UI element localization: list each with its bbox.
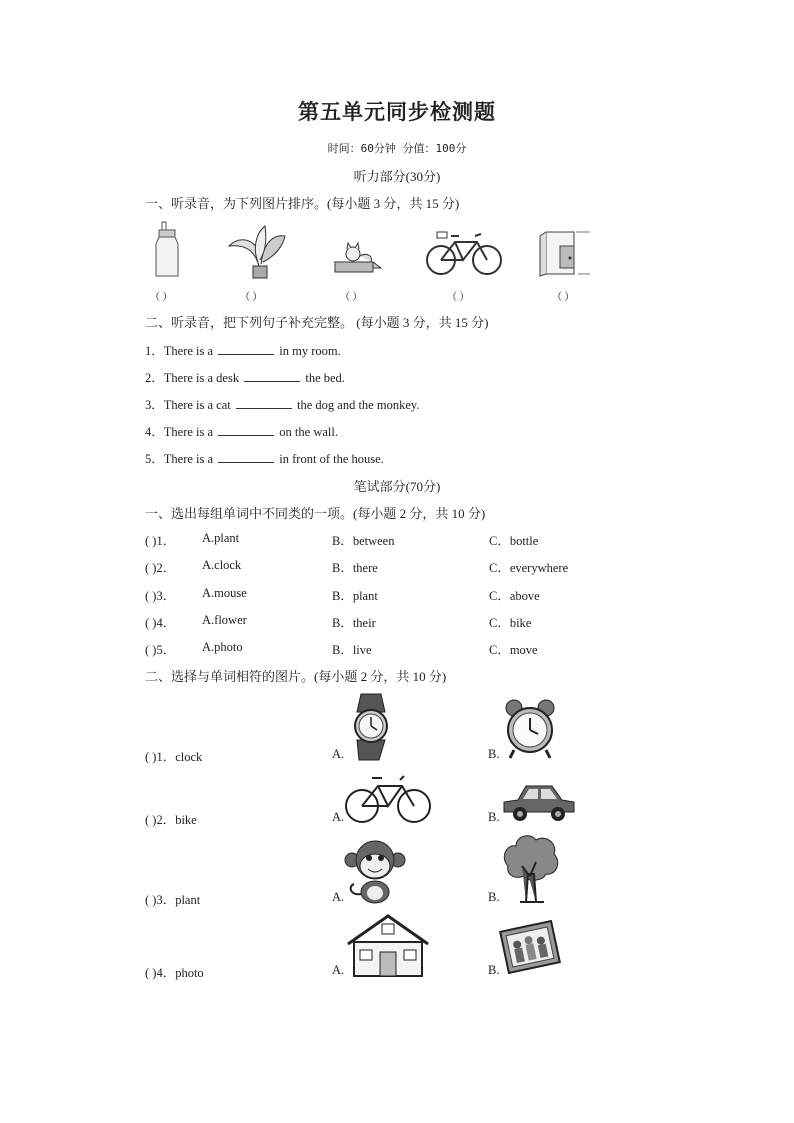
answer-blank[interactable] [218,343,274,355]
choice-row-2-a: A.clock [202,558,242,572]
fill-item-4 [145,422,338,440]
option-b-label: B. [488,890,500,904]
item-prefix: There is a [163,344,214,358]
choice-row-1-number[interactable]: ( )1． [145,534,176,548]
plant-icon [225,222,291,280]
picture-row-1[interactable]: ( )1．clock [145,750,203,764]
writing-section2-title: 二、选择与单词相符的图片。(每小题 2 分，共 10 分) [145,669,447,684]
fill-item-2 [145,368,345,386]
item-suffix: in front of the house. [279,452,384,466]
listening-section1-title: 一、听录音，为下列图片排序。(每小题 3 分，共 15 分) [145,196,460,211]
bike-icon [425,228,503,278]
item-suffix: the dog and the monkey. [297,398,420,412]
monkey-icon [344,838,406,906]
choice-row-4-c: C．bike [489,616,532,630]
option-a-label: A. [332,747,345,761]
answer-blank[interactable] [218,451,274,463]
order-paren-4[interactable]: （ ） [447,292,470,303]
choice-row-5-number[interactable]: ( )5． [145,643,176,657]
page-title: 第五单元同步检测题 [298,100,496,124]
bottle-icon [150,220,184,280]
bicycle-icon [344,772,432,824]
order-paren-2[interactable]: （ ） [240,292,263,303]
choice-row-4-b: B．their [332,616,376,630]
option-b-label: B. [488,747,500,761]
fill-item-3 [145,395,419,413]
option-a-label: A. [332,963,345,977]
answer-blank[interactable] [236,397,292,409]
fill-item-5 [145,449,384,467]
listening-section2-title: 二、听录音，把下列句子补充完整。 (每小题 3 分，共 15 分) [145,315,489,330]
choice-row-5-a: A.photo [202,640,243,654]
choice-row-3-c: C．above [489,589,540,603]
choice-row-1-a: A.plant [202,531,240,545]
writing-section1-title: 一、选出每组单词中不同类的一项。(每小题 2 分，共 10 分) [145,506,486,521]
writing-heading: 笔试部分(70分) [353,479,441,494]
item-suffix: in my room. [279,344,341,358]
watch-icon [345,692,393,762]
item-number: 2． [145,371,164,385]
cat-box-icon [333,238,383,276]
picture-row-2[interactable]: ( )2．bike [145,813,197,827]
order-paren-1[interactable]: （ ） [150,292,173,303]
choice-row-1-b: B．between [332,534,395,548]
order-paren-3[interactable]: （ ） [340,292,363,303]
choice-row-3-a: A.mouse [202,586,247,600]
tree-icon [500,832,562,904]
choice-row-1-c: C．bottle [489,534,539,548]
photo-frame-icon [498,918,562,976]
car-icon [500,778,578,824]
item-prefix: There is a [163,425,214,439]
choice-row-4-a: A.flower [202,613,247,627]
house-icon [344,914,432,978]
option-b-label: B. [488,963,500,977]
answer-blank[interactable] [244,370,300,382]
item-number: 4． [145,425,164,439]
choice-row-2-b: B．there [332,561,378,575]
picture-row-3[interactable]: ( )3．plant [145,893,201,907]
order-paren-5[interactable]: （ ） [552,292,575,303]
listening-heading: 听力部分(30分) [353,169,441,184]
item-number: 5． [145,452,164,466]
item-prefix: There is a desk [163,371,240,385]
choice-row-3-number[interactable]: ( )3． [145,589,176,603]
fill-item-1 [145,341,341,359]
item-prefix: There is a cat [163,398,231,412]
option-a-label: A. [332,810,345,824]
item-suffix: on the wall. [279,425,338,439]
item-number: 3． [145,398,164,412]
choice-row-3-b: B．plant [332,589,378,603]
choice-row-5-c: C．move [489,643,538,657]
door-icon [538,228,592,278]
alarm-clock-icon [500,698,560,760]
choice-row-4-number[interactable]: ( )4． [145,616,176,630]
choice-row-5-b: B．live [332,643,372,657]
choice-row-2-number[interactable]: ( )2． [145,561,176,575]
item-number: 1． [145,344,164,358]
option-b-label: B. [488,810,500,824]
item-prefix: There is a [163,452,214,466]
item-suffix: the bed. [305,371,345,385]
choice-row-2-c: C．everywhere [489,561,569,575]
picture-row-4[interactable]: ( )4．photo [145,966,204,980]
answer-blank[interactable] [218,424,274,436]
time-score-info: 时间：60分钟 分值：100分 [327,142,467,155]
option-a-label: A. [332,890,345,904]
